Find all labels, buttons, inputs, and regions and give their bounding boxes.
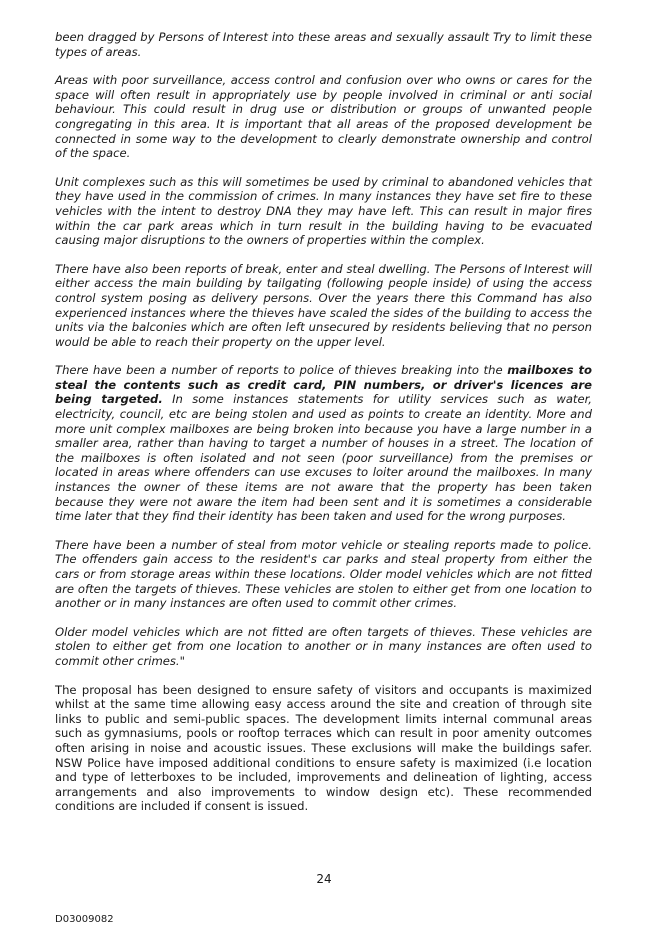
quoted-paragraph-6: There have been a number of steal from motor vehicle or stealing reports made to police. The offenders gain access to the resident's car parks and steal property from either the cars or from storage areas within these locations. Older model vehicles which are not fitted are often the targets of thieves. These vehicles are stolen to either get from one location to another or in many instances are often used to commit other crimes. xyxy=(55,537,592,611)
quoted-paragraph-1: been dragged by Persons of Interest into these areas and sexually assault Try to limit these types of areas. xyxy=(55,30,592,59)
paragraph-5-lead: There have been a number of reports to police of thieves breaking into the xyxy=(55,363,508,378)
paragraph-5-bold: mailboxes to steal the contents such as credit card, PIN numbers, or driver's licences are being targeted. xyxy=(55,363,592,407)
assessment-paragraph: The proposal has been designed to ensure safety of visitors and occupants is maximized whilst at the same time allowing easy access around the site and creation of through site links to public and semi-public spaces. The development limits internal communal areas such as gymnasiums, pools or rooftop terraces which can result in poor amenity outcomes often arising in noise and acoustic issues. These exclusions will make the buildings safer. NSW Police have imposed additional conditions to ensure safety is maximized (i.e location and type of letterboxes to be included, improvements and delineation of lighting, access arrangements and also improvements to window design etc). These recommended conditions are included if consent is issued. xyxy=(55,682,592,814)
quoted-paragraph-5 xyxy=(55,363,592,524)
quoted-paragraph-2: Areas with poor surveillance, access control and confusion over who owns or cares for the space will often result in appropriately use by people involved in criminal or anti social behaviour. This could result in drug use or distribution or groups of unwanted people congregating in this area. It is important that all areas of the proposed development be connected in some way to the development to clearly demonstrate ownership and control of the space. xyxy=(55,73,592,161)
quoted-paragraph-3: Unit complexes such as this will sometimes be used by criminal to abandoned vehicles that they have used in the commission of crimes. In many instances they have set fire to these vehicles with the intent to destroy DNA they may have left. This can result in major fires within the car park areas which in turn result in the building having to be evacuated causing major disruptions to the owners of properties within the complex. xyxy=(55,174,592,248)
page-number: 24 xyxy=(316,872,332,886)
quoted-paragraph-7: Older model vehicles which are not fitted are often targets of thieves. These vehicles are stolen to either get from one location to another or in many instances are often used to commit other crimes." xyxy=(55,624,592,668)
document-body xyxy=(55,30,592,828)
paragraph-5-rest: In some instances statements for utility services such as water, electricity, council, etc are being stolen and used as points to create an identity. More and more unit complex mailboxes are being broken into because you have a large number in a smaller area, rather than having to target a number of houses in a street. The location of the mailboxes is often isolated and not seen (poor surveillance) from the premises or located in areas where offenders can use excuses to loiter around the mailboxes. In many instances the owner of these items are not aware that the property has been taken because they were not aware the item had been sent and it is sometimes a considerable time later that they find their identity has been taken and used for the wrong purposes. xyxy=(55,392,592,524)
quoted-paragraph-4: There have also been reports of break, enter and steal dwelling. The Persons of Interest will either access the main building by tailgating (following people inside) of using the access control system posing as delivery persons. Over the years there this Command has also experienced instances where the thieves have scaled the sides of the building to access the units via the balconies which are often left unsecured by residents believing that no person would be able to reach their property on the upper level. xyxy=(55,261,592,349)
document-id: D03009082 xyxy=(55,914,114,925)
